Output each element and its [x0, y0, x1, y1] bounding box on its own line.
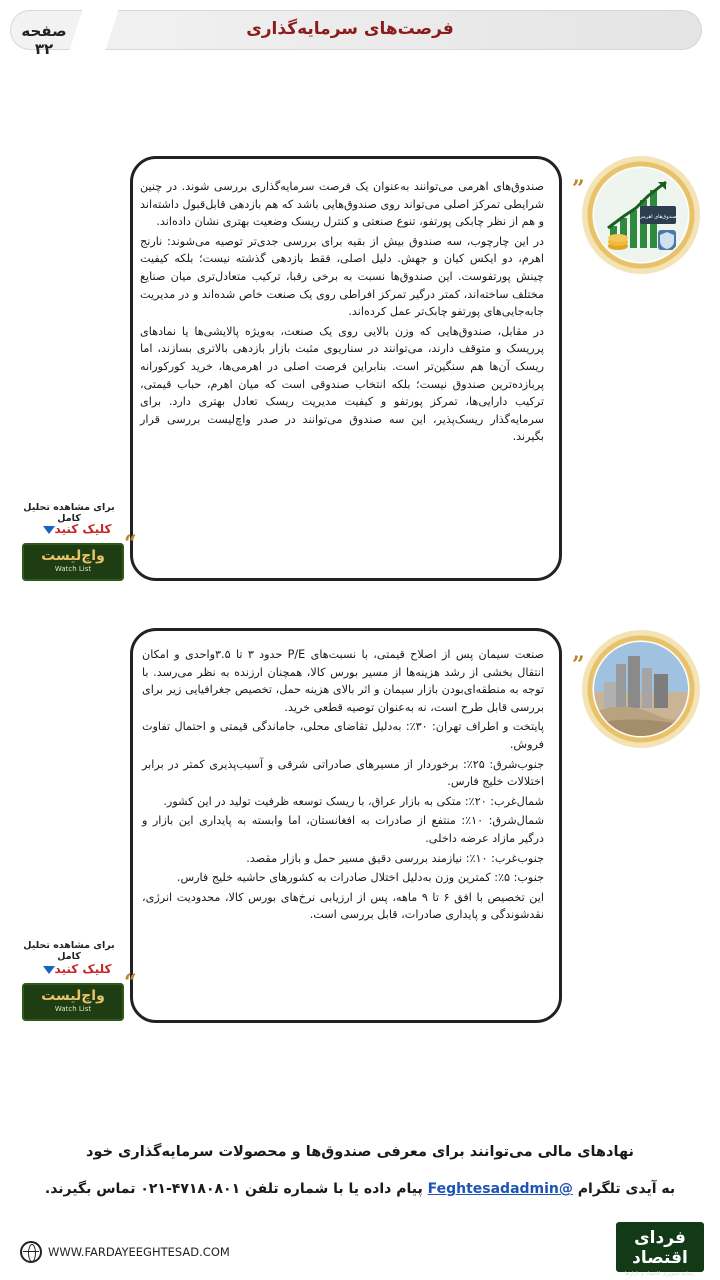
- brand-logo-tagline: رسانه تصویری اقتصاد و بازارها: [624, 1271, 696, 1277]
- leveraged-funds-badge: [582, 156, 700, 274]
- quote-open-icon: ”: [572, 176, 585, 202]
- watchlist-label: واچ‌لیست: [41, 988, 105, 1004]
- watchlist-button[interactable]: [22, 983, 124, 1021]
- click-here-label[interactable]: کلیک کنید: [54, 522, 112, 536]
- cement-industry-text: [142, 646, 544, 926]
- brand-logo-text: فردای اقتصاد: [632, 1228, 688, 1268]
- card2-paragraph: جنوب‌غرب: ۱۰٪: نیازمند بررسی دقیق مسیر حمل و بازار مقصد.: [246, 851, 544, 865]
- footer-contact-prefix: به آیدی تلگرام: [577, 1181, 676, 1197]
- card2-paragraph: جنوب: ۵٪: کمترین وزن به‌دلیل اختلال صادرات به کشورهای حاشیه خلیج فارس.: [176, 871, 544, 885]
- card2-paragraph: جنوب‌شرق: ۲۵٪: برخوردار از مسیرهای صادراتی شرقی و آسیب‌پذیری کمتر در برابر اختلالات خلیج فارس.: [142, 757, 545, 789]
- footer-contact-suffix: پیام داده یا با شماره تلفن ۴۷۱۸۰۸۰۱-۰۲۱ تماس بگیرند.: [44, 1181, 423, 1197]
- card2-paragraph: صنعت سیمان پس از اصلاح قیمتی، با نسبت‌های P/E حدود ۳ تا ۳.۵واحدی و امکان انتقال بخشی از رشد هزینه‌ها از مسیر بورس کالا، همچنان ارزنده به نظر می‌رسد. با توجه به منطقه‌ای‌بودن بازار سیمان و اثر بالای هزینه حمل، تخصیص جغرافیایی زیر برای بررسی قابل طرح است، نه به‌عنوان توصیه قطعی خرید.: [142, 648, 544, 714]
- arrow-down-icon: [43, 526, 55, 534]
- page-title: فرصت‌های سرمایه‌گذاری: [246, 19, 454, 39]
- quote-close-icon: “: [124, 531, 137, 557]
- click-here-label[interactable]: کلیک کنید: [54, 962, 112, 976]
- badge-sign-text: صندوق‌های اهرمی: [639, 214, 677, 220]
- telegram-link[interactable]: @Feghtesadadmin: [427, 1181, 573, 1197]
- quote-open-icon: ”: [572, 652, 585, 678]
- watchlist-label: واچ‌لیست: [41, 548, 105, 564]
- card1-paragraph: در مقابل، صندوق‌هایی که وزن بالایی روی یک صنعت، به‌ویژه پالایشی‌ها یا نمادهای پرریسک و متوقف دارند، می‌توانند در سناریوی مثبت بازار بازدهی بالاتری بسازند، اما ریسک آن‌ها هم سنگین‌تر است. بنابراین فرصت اصلی در اهرمی‌ها، خرید کورکورانه پربازده‌ترین صندوق نیست؛ بلکه انتخاب صندوقی است که میان اهرم، حباب قیمتی، ترکیب دارایی‌ها، تمرکز پورتفو و کیفیت مدیریت ریسک تعادل بهتری دارد. برای سرمایه‌گذار ریسک‌پذیر، این سه صندوق می‌توانند در صدر واچ‌لیست بررسی قرار بگیرند.: [140, 324, 544, 444]
- footer-contact: [20, 1181, 700, 1197]
- watchlist-label-en: Watch List: [54, 1005, 92, 1013]
- arrow-down-icon: [43, 966, 55, 974]
- website-link[interactable]: [20, 1241, 230, 1263]
- website-url[interactable]: WWW.FARDAYEEGHTESAD.COM: [48, 1245, 230, 1259]
- globe-icon: [20, 1241, 42, 1263]
- card2-paragraph: پایتخت و اطراف تهران: ۳۰٪: به‌دلیل تقاضای محلی، جاماندگی قیمتی و احتمال تفاوت فروش.: [142, 720, 544, 751]
- watchlist-label-en: Watch List: [54, 565, 92, 573]
- leveraged-funds-text: [140, 178, 544, 448]
- cement-plant-badge: [582, 630, 700, 748]
- cement-plant-illustration: [594, 642, 688, 736]
- card1-paragraph: در این چارچوب، سه صندوق بیش از بقیه برای بررسی جدی‌تر توصیه می‌شوند: نارنج اهرم، دو ایکس کیان و جهش. دلیل اصلی، فقط بازدهی گذشته نیست؛ بلکه کیفیت چینش پورتفوست. این صندوق‌ها نسبت به برخی رقبا، ترکیب متعادل‌تری میان صنایع مختلف ساخته‌اند، کمتر درگیر تمرکز افراطی روی یک صنعت خاص شده‌اند و در مدیریت جابه‌جایی‌های پورتفو چابک‌تر عمل کرده‌اند.: [140, 234, 544, 319]
- card2-paragraph: شمال‌غرب: ۲۰٪: متکی به بازار عراق، با ریسک توسعه ظرفیت تولید در این کشور.: [163, 794, 544, 808]
- page-number: صفحه ۳۲: [21, 22, 67, 58]
- full-analysis-caption: برای مشاهده تحلیل کامل: [23, 502, 115, 524]
- brand-logo: [616, 1222, 704, 1277]
- quote-close-icon: “: [124, 970, 137, 996]
- click-here-link[interactable]: [30, 522, 120, 536]
- cement-factory-icon: [594, 642, 688, 736]
- footer-invitation: نهادهای مالی می‌توانند برای معرفی صندوق‌ها و محصولات سرمایه‌گذاری خود: [86, 1144, 634, 1160]
- card1-paragraph: صندوق‌های اهرمی می‌توانند به‌عنوان یک فرصت سرمایه‌گذاری بررسی شوند. در چنین شرایطی تمرکز اصلی می‌تواند روی صندوق‌هایی باشد که هم بازدهی قابل‌قبول داشته‌اند و هم از نظر چابکی پورتفو، تنوع صنعتی و کنترل ریسک وضعیت بهتری نشان داده‌اند.: [140, 180, 544, 229]
- card2-paragraph: شمال‌شرق: ۱۰٪: منتفع از صادرات به افغانستان، اما وابسته به پایداری این بازار و درگیر مازاد عرضه داخلی.: [142, 814, 544, 845]
- growth-chart-icon: [594, 168, 688, 262]
- watchlist-button[interactable]: [22, 543, 124, 581]
- click-here-link[interactable]: [30, 962, 120, 976]
- full-analysis-caption: برای مشاهده تحلیل کامل: [23, 940, 115, 962]
- leveraged-funds-illustration: [594, 168, 688, 262]
- card2-paragraph: این تخصیص با افق ۶ تا ۹ ماهه، پس از ارزیابی نرخ‌های بورس کالا، محدودیت انرژی، نقدشوندگی و پایداری صادرات، قابل بررسی است.: [142, 890, 544, 922]
